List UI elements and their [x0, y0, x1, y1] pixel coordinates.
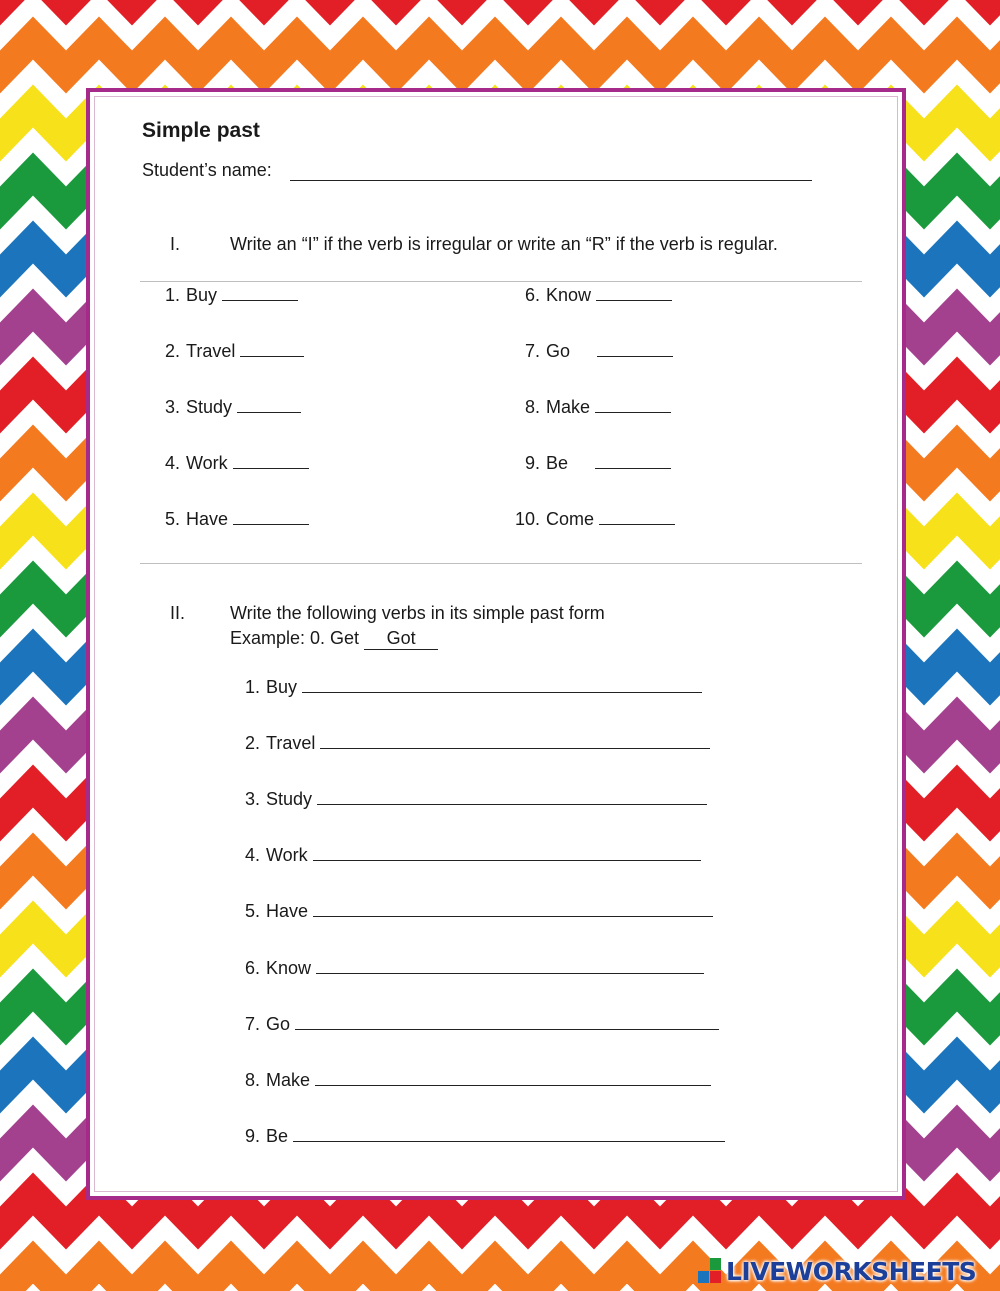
chevron-row: [0, 38, 1000, 72]
list-item: 4. Work: [150, 453, 309, 474]
section1-bottom-divider: [140, 563, 862, 564]
answer-blank[interactable]: [233, 454, 309, 469]
list-item: 2. Travel: [230, 733, 710, 754]
section1-instruction: Write an “I” if the verb is irregular or write an “R” if the verb is regular.: [230, 234, 778, 254]
answer-blank[interactable]: [233, 510, 309, 525]
answer-blank[interactable]: [222, 286, 298, 301]
list-item: 9. Be: [230, 1126, 725, 1147]
answer-blank[interactable]: [237, 398, 301, 413]
list-item: 3. Study: [230, 789, 707, 810]
list-item: 7. Go: [510, 341, 673, 362]
worksheet-sheet: [86, 88, 906, 1200]
list-item: 7. Go: [230, 1014, 719, 1035]
answer-blank[interactable]: [295, 1015, 719, 1030]
answer-blank[interactable]: [317, 790, 707, 805]
answer-blank[interactable]: [313, 846, 701, 861]
section2-example: [230, 628, 438, 650]
liveworksheets-logo-icon: [698, 1258, 722, 1284]
list-item: 2. Travel: [150, 341, 304, 362]
answer-blank[interactable]: [240, 342, 304, 357]
list-item: 5. Have: [230, 901, 713, 922]
list-item: 1. Buy: [230, 677, 702, 698]
example-prefix: Example: 0. Get: [230, 628, 360, 648]
chevron-row: [0, 0, 1000, 4]
list-item: 9. Be: [510, 453, 671, 474]
list-item: 5. Have: [150, 509, 309, 530]
list-item: 6. Know: [230, 958, 704, 979]
list-item: 10. Come: [510, 509, 675, 530]
page-title: Simple past: [142, 119, 260, 142]
answer-blank[interactable]: [316, 959, 704, 974]
answer-blank[interactable]: [596, 286, 672, 301]
logo-wordmark: LIVEWORKSHEETS: [726, 1256, 977, 1286]
answer-blank[interactable]: [595, 454, 671, 469]
answer-blank[interactable]: [595, 398, 671, 413]
section1-top-divider: [140, 281, 862, 282]
section2-instruction: Write the following verbs in its simple past form: [230, 603, 605, 623]
list-item: 3. Study: [150, 397, 301, 418]
answer-blank[interactable]: [315, 1071, 711, 1086]
section2-number: II.: [170, 603, 186, 623]
answer-blank[interactable]: [320, 734, 710, 749]
answer-blank[interactable]: [293, 1127, 725, 1142]
list-item: 4. Work: [230, 845, 701, 866]
example-answer: Got: [364, 628, 438, 650]
student-name-field[interactable]: [290, 180, 812, 181]
list-item: 6. Know: [510, 285, 672, 306]
section1-number: I.: [170, 234, 181, 254]
student-name-label: Student’s name:: [142, 160, 272, 180]
list-item: 8. Make: [510, 397, 671, 418]
answer-blank[interactable]: [597, 342, 673, 357]
answer-blank[interactable]: [599, 510, 675, 525]
answer-blank[interactable]: [302, 678, 702, 693]
liveworksheets-logo[interactable]: [698, 1254, 998, 1288]
list-item: 1. Buy: [150, 285, 298, 306]
list-item: 8. Make: [230, 1070, 711, 1091]
answer-blank[interactable]: [313, 902, 713, 917]
